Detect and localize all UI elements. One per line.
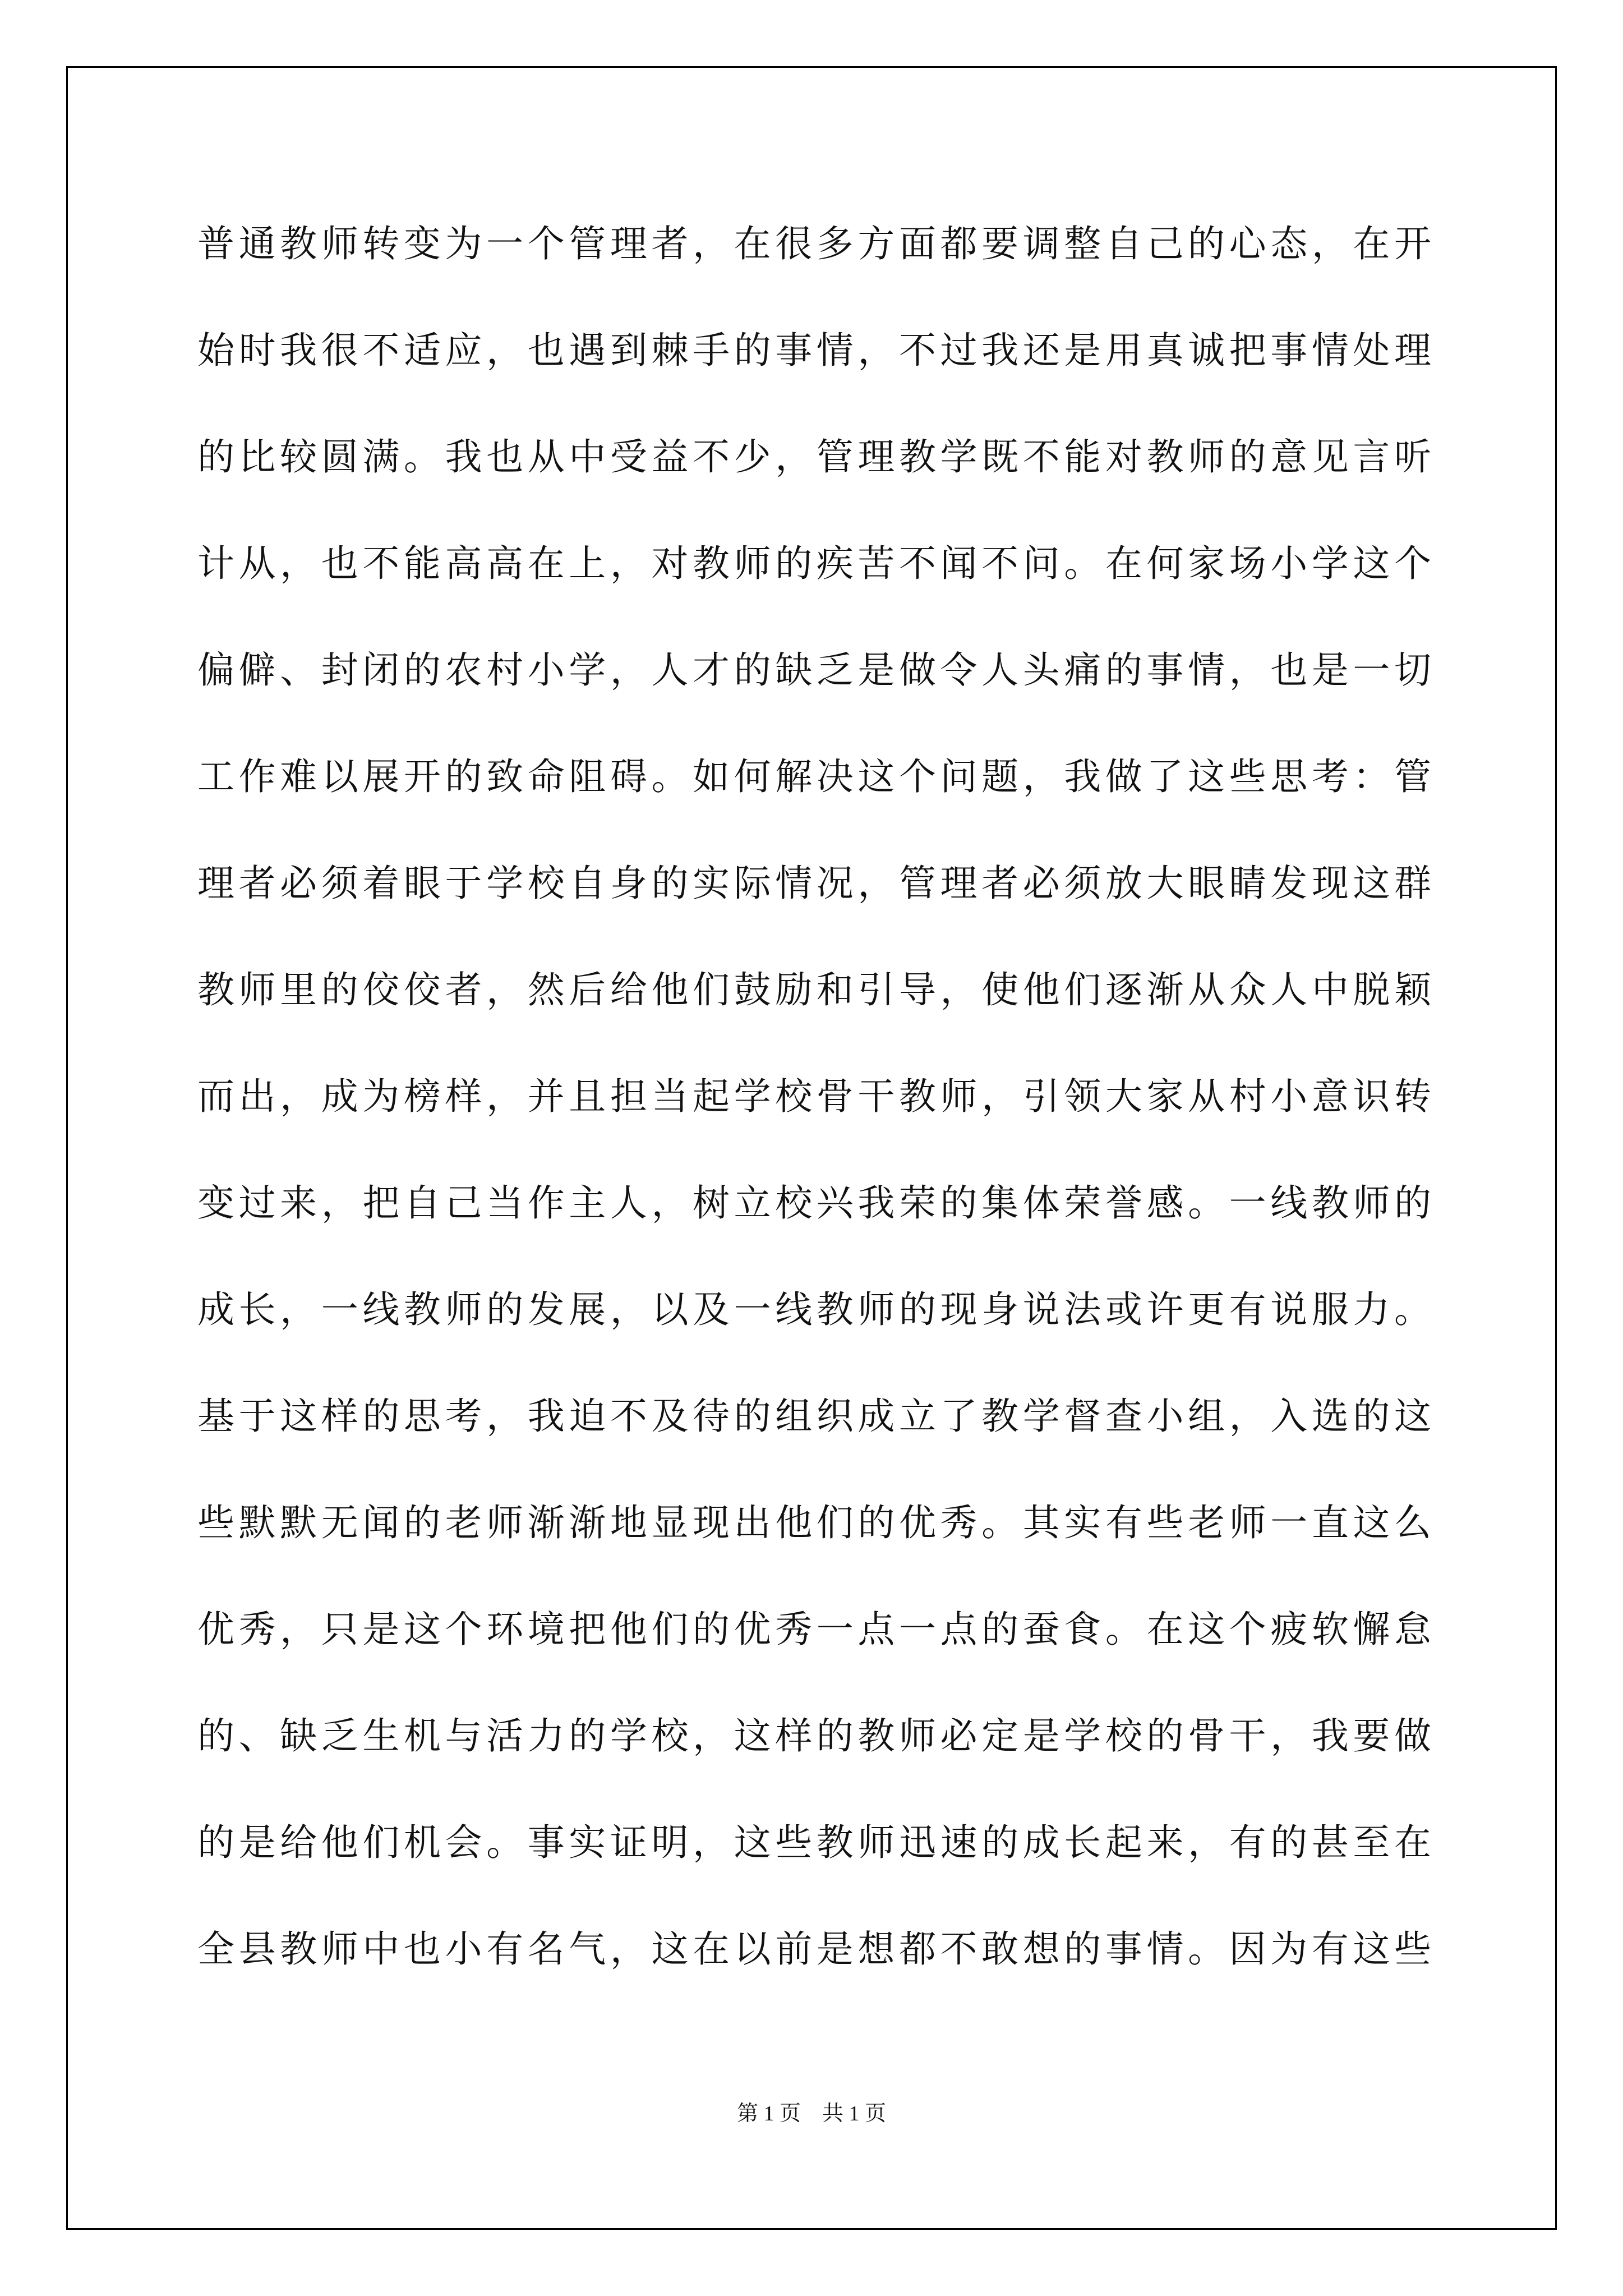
text-line: 优秀，只是这个环境把他们的优秀一点一点的蚕食。在这个疲软懈怠: [197, 1608, 1431, 1651]
text-line: 偏僻、封闭的农村小学，人才的缺乏是做令人头痛的事情，也是一切: [197, 648, 1431, 692]
text-line: 成长，一线教师的发展，以及一线教师的现身说法或许更有说服力。: [197, 1288, 1431, 1331]
text-line: 工作难以展开的致命阻碍。如何解决这个问题，我做了这些思考：管: [197, 755, 1431, 798]
document-body: [197, 191, 1431, 2003]
text-line: 理者必须着眼于学校自身的实际情况，管理者必须放大眼睛发现这群: [197, 862, 1431, 905]
text-line: 的、缺乏生机与活力的学校，这样的教师必定是学校的骨干，我要做: [197, 1714, 1431, 1757]
text-line: 全县教师中也小有名气，这在以前是想都不敢想的事情。因为有这些: [197, 1927, 1431, 1971]
text-line: 变过来，把自己当作主人，树立校兴我荣的集体荣誉感。一线教师的: [197, 1181, 1431, 1225]
text-line: 些默默无闻的老师渐渐地显现出他们的优秀。其实有些老师一直这么: [197, 1501, 1431, 1544]
text-line: 基于这样的思考，我迫不及待的组织成立了教学督查小组，入选的这: [197, 1395, 1431, 1438]
text-line: 计从，也不能高高在上，对教师的疾苦不闻不问。在何家场小学这个: [197, 542, 1431, 585]
text-line: 始时我很不适应，也遇到棘手的事情，不过我还是用真诚把事情处理: [197, 329, 1431, 372]
page-number-footer: 第 1 页 共 1 页: [736, 2102, 886, 2125]
text-line: 而出，成为榜样，并且担当起学校骨干教师，引领大家从村小意识转: [197, 1075, 1431, 1118]
text-line: 教师里的佼佼者，然后给他们鼓励和引导，使他们逐渐从众人中脱颖: [197, 968, 1431, 1011]
text-line: 的比较圆满。我也从中受益不少，管理教学既不能对教师的意见言听: [197, 435, 1431, 478]
text-line: 的是给他们机会。事实证明，这些教师迅速的成长起来，有的甚至在: [197, 1821, 1431, 1864]
text-line: 普通教师转变为一个管理者，在很多方面都要调整自己的心态，在开: [197, 222, 1431, 265]
